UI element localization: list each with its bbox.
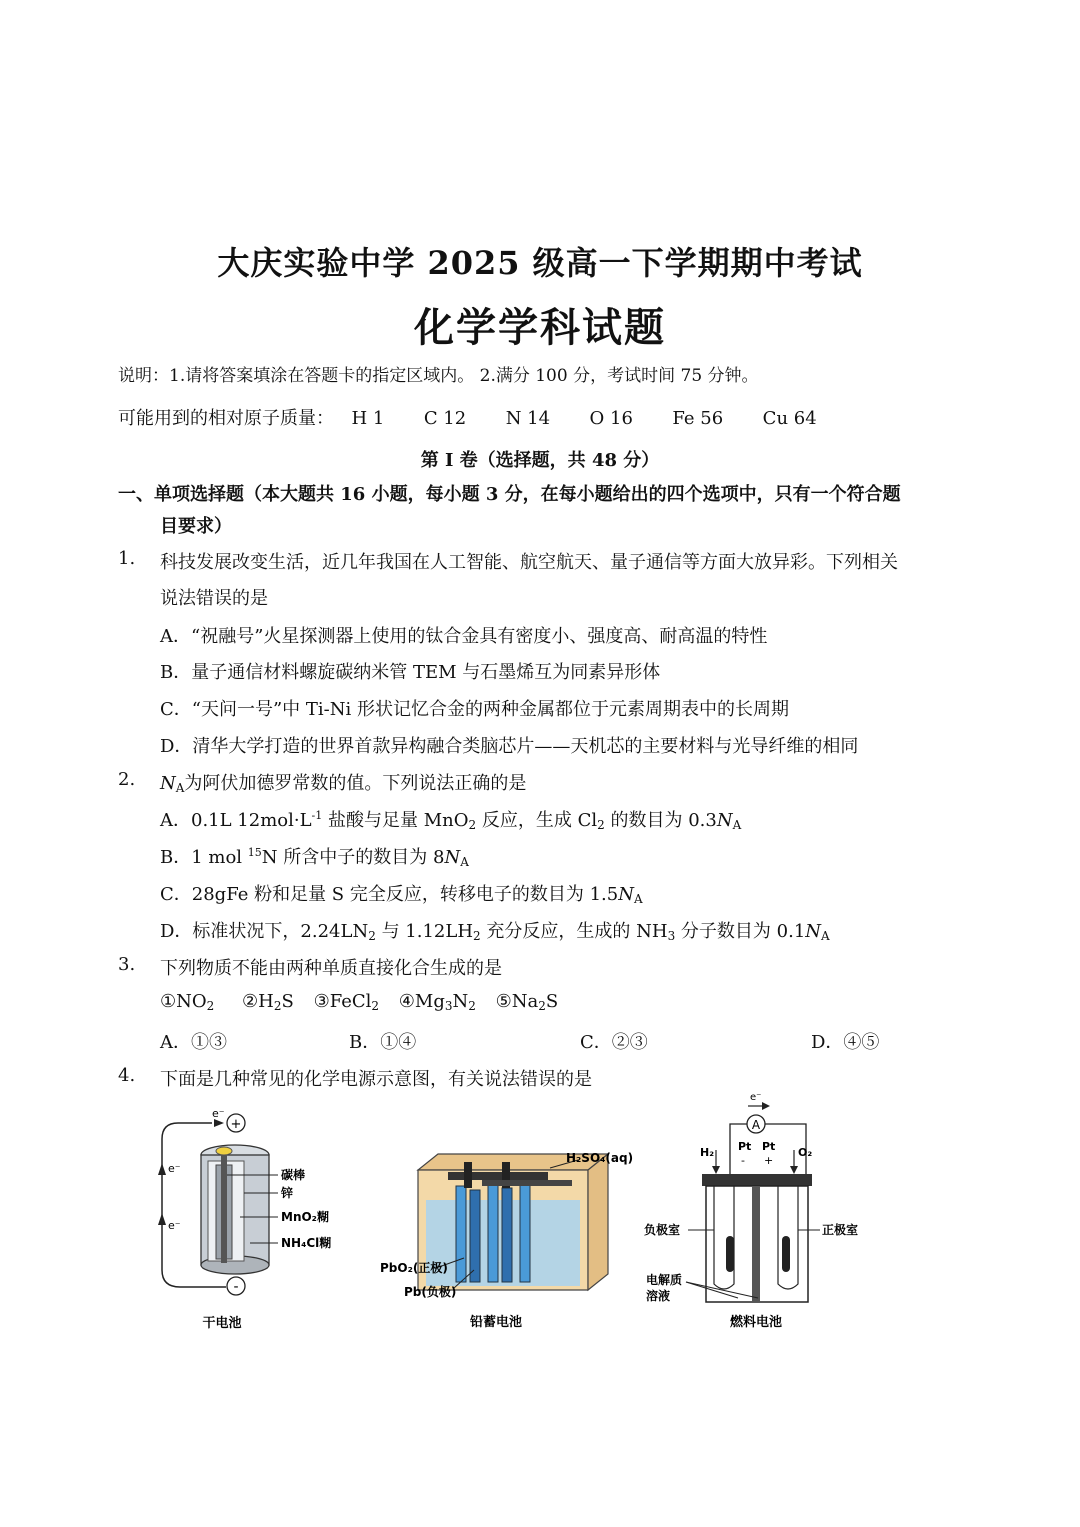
q2-option-a: A．0.1L $12mol\cdot L^{-1}$ 盐酸与足量 MnO$_2$ 反应，生成 $Cl_2$ 的数目为 $0.3N_A$ — [160, 809, 742, 832]
part-heading-line1: 一、单项选择题（本大题共 16 小题，每小题 3 分，在每小题给出的四个选项中，只有一个符合题 — [118, 484, 901, 505]
q3-item-1: $①NO_2$ — [160, 991, 215, 1013]
q1-option-a: A．“祝融号”火星探测器上使用的钛合金具有密度小、强度高、耐高温的特性 — [160, 626, 768, 647]
q3-item-4: $④Mg_3N_2$ — [398, 991, 476, 1013]
svg-text:PbO₂(正极): PbO₂(正极) — [380, 1261, 448, 1275]
svg-text:A: A — [751, 1118, 761, 1132]
exam-title: 大庆实验中学 2025 级高一下学期期中考试 — [217, 244, 863, 282]
atomic-mass-n: N 14 — [505, 408, 551, 429]
svg-text:Pb(负极): Pb(负极) — [404, 1285, 457, 1299]
q3-item-2: $②H_2S$ — [242, 991, 294, 1013]
part-heading-line2: 目要求） — [160, 516, 232, 537]
svg-text:e⁻: e⁻ — [750, 1092, 762, 1103]
q3-option-c: C．②③ — [580, 1032, 648, 1053]
svg-text:NH₄Cl糊: NH₄Cl糊 — [281, 1236, 332, 1250]
atomic-mass-h: H 1 — [351, 408, 385, 429]
q1-option-c: C．“天问一号”中 Ti-Ni 形状记忆合金的两种金属都位于元素周期表中的长周期 — [160, 699, 789, 720]
q2-number: 2. — [118, 769, 136, 790]
q3-items — [160, 991, 558, 1013]
svg-text:H₂: H₂ — [700, 1146, 715, 1159]
arrow-up-icon — [158, 1163, 166, 1175]
svg-text:e⁻: e⁻ — [168, 1162, 181, 1175]
svg-text:-: - — [741, 1154, 745, 1167]
q3-stem: 下列物质不能由两种单质直接化合生成的是 — [160, 958, 502, 979]
q2-option-c: C．28gFe 粉和足量 S 完全反应，转移电子的数目为 $1.5N_A$ — [160, 884, 643, 906]
arrow-right-icon — [214, 1119, 224, 1127]
exam-subtitle: 化学学科试题 — [414, 304, 666, 351]
q4-stem: 下面是几种常见的化学电源示意图，有关说法错误的是 — [160, 1069, 592, 1090]
svg-text:Pt: Pt — [738, 1140, 752, 1153]
q1-stem-line1: 科技发展改变生活，近几年我国在人工智能、航空航天、量子通信等方面大放异彩。下列相关 — [160, 552, 898, 573]
q3-item-5: $⑤Na_2S$ — [495, 991, 559, 1013]
q4-number: 4. — [118, 1065, 136, 1086]
arrow-down-icon — [712, 1166, 720, 1174]
section-heading: 第 I 卷（选择题，共 48 分） — [420, 450, 660, 471]
svg-text:+: + — [764, 1154, 774, 1167]
svg-text:电解质: 电解质 — [646, 1273, 683, 1287]
svg-text:H₂SO₄(aq): H₂SO₄(aq) — [566, 1151, 634, 1165]
svg-text:e⁻: e⁻ — [212, 1107, 225, 1120]
instructions: 说明：1.请将答案填涂在答题卡的指定区域内。 2.满分 100 分，考试时间 75 分钟。 — [118, 366, 759, 386]
svg-text:MnO₂糊: MnO₂糊 — [281, 1210, 329, 1224]
q1-option-d: D．清华大学打造的世界首款异构融合类脑芯片——天机芯的主要材料与光导纤维的相同 — [160, 736, 859, 757]
q1-stem-line2: 说法错误的是 — [160, 588, 268, 609]
svg-text:负极室: 负极室 — [644, 1223, 681, 1237]
arrow-down-icon — [790, 1166, 798, 1174]
svg-text:正极室: 正极室 — [822, 1223, 859, 1237]
svg-text:干电池: 干电池 — [202, 1316, 242, 1331]
svg-text:+: + — [230, 1117, 242, 1132]
atomic-mass-row — [118, 404, 817, 430]
lead-battery-figure — [378, 1140, 638, 1335]
q3-number: 3. — [118, 954, 136, 975]
svg-text:铅蓄电池: 铅蓄电池 — [469, 1315, 523, 1330]
fuel-cell-figure — [640, 1088, 880, 1336]
svg-text:O₂: O₂ — [798, 1146, 813, 1159]
q3-option-d: D．④⑤ — [811, 1032, 880, 1053]
svg-text:燃料电池: 燃料电池 — [729, 1315, 783, 1330]
svg-text:Pt: Pt — [762, 1140, 776, 1153]
svg-text:-: - — [233, 1279, 239, 1295]
atomic-mass-fe: Fe 56 — [672, 408, 724, 429]
atomic-mass-c: C 12 — [423, 408, 467, 429]
q3-option-b: B．①④ — [349, 1032, 417, 1053]
q1-number: 1. — [118, 548, 136, 569]
q1-option-b: B．量子通信材料螺旋碳纳米管 TEM 与石墨烯互为同素异形体 — [160, 662, 661, 683]
q3-option-a: A．①③ — [160, 1032, 227, 1053]
atomic-mass-label: 可能用到的相对原子质量： — [118, 408, 334, 429]
q2-option-b: B．1 mol $^{15}$N 所含中子的数目为 $8N_A$ — [160, 846, 469, 869]
q2-option-d: D．标准状况下，$2.24LN_2$ 与 $1.12LH_2$ 充分反应，生成的 $NH_3$ 分子数目为 $0.1N_A$ — [160, 921, 830, 943]
dry-cell-figure — [150, 1105, 350, 1335]
svg-text:碳棒: 碳棒 — [281, 1168, 306, 1182]
atomic-mass-cu: Cu 64 — [762, 408, 817, 429]
svg-text:锌: 锌 — [281, 1186, 294, 1200]
arrow-right-icon — [762, 1102, 770, 1110]
q2-stem: $N_A$为阿伏加德罗常数的值。下列说法正确的是 — [160, 773, 527, 795]
q3-item-3: ③FeCl$_2$ — [313, 991, 380, 1013]
svg-text:溶液: 溶液 — [646, 1289, 671, 1303]
svg-text:e⁻: e⁻ — [168, 1219, 181, 1232]
atomic-mass-o: O 16 — [589, 408, 633, 429]
arrow-up-icon — [158, 1213, 166, 1225]
